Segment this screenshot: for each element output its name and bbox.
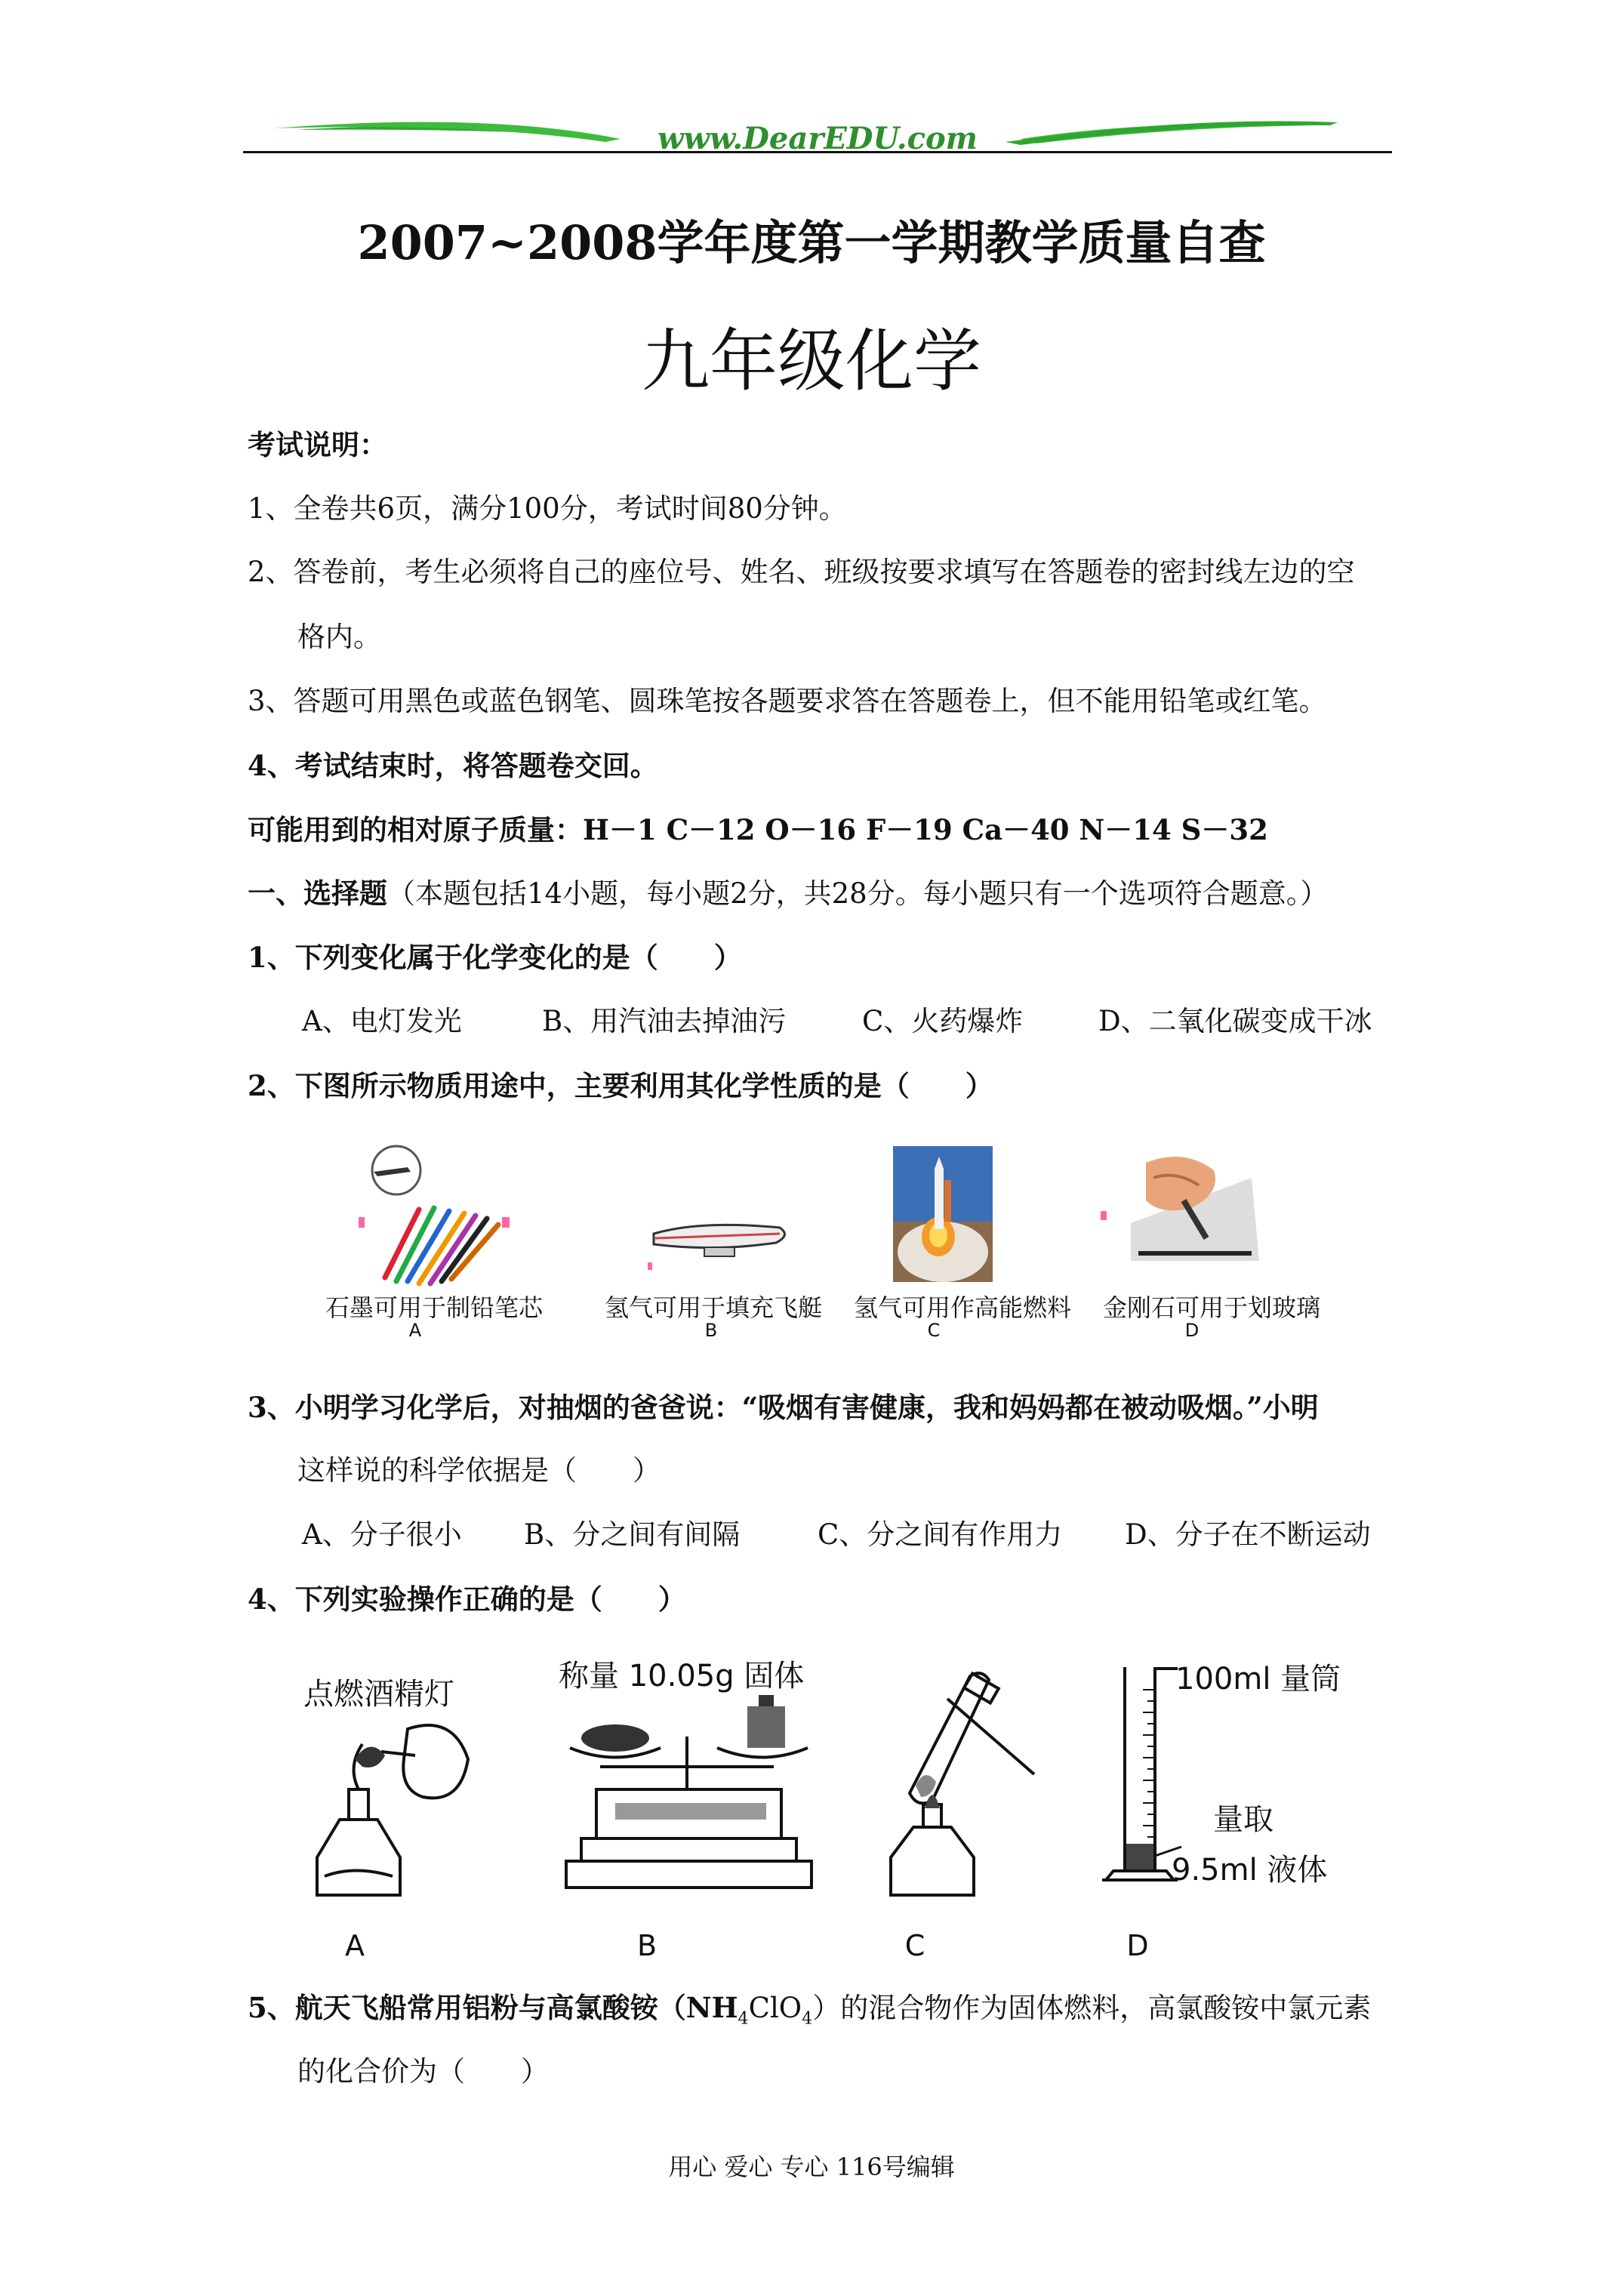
q4-label-a: 点燃酒精灯 bbox=[303, 1677, 454, 1712]
q5-sub-2: 4 bbox=[802, 2008, 813, 2029]
question-5-stem-cont: 的化合价为（ ） bbox=[297, 2055, 549, 2088]
pencils-figure bbox=[355, 1142, 521, 1289]
instruction-4: 4、考试结束时，将答题卷交回。 bbox=[248, 749, 658, 782]
q4-label-d-top: 100ml 量筒 bbox=[1175, 1662, 1341, 1697]
q2-letter-b: B bbox=[704, 1320, 718, 1341]
exam-title: 2007~2008学年度第一学期教学质量自查 bbox=[357, 215, 1266, 270]
q2-caption-a: 石墨可用于制铅笔芯 bbox=[325, 1293, 543, 1322]
q4-label-d-bottom: 9.5ml 液体 bbox=[1172, 1853, 1328, 1888]
glass-cutting-figure bbox=[1101, 1148, 1265, 1272]
section-1-heading bbox=[248, 874, 1328, 914]
atomic-masses: 可能用到的相对原子质量：H－1 C－12 O－16 F－19 Ca－40 N－14 S－32 bbox=[248, 813, 1268, 846]
instructions-heading: 考试说明： bbox=[248, 428, 387, 461]
question-3-stem: 3、小明学习化学后，对抽烟的爸爸说：“吸烟有害健康，我和妈妈都在被动吸烟。”小明 bbox=[248, 1391, 1319, 1424]
q4-label-d-mid: 量取 bbox=[1213, 1802, 1273, 1837]
q1-option-a: A、电灯发光 bbox=[302, 1005, 462, 1037]
site-logo-text: www.DearEDU.com bbox=[657, 121, 978, 156]
instruction-2: 2、答卷前，考生必须将自己的座位号、姓名、班级按要求填写在答题卷的密封线左边的空 bbox=[248, 556, 1355, 588]
q4-letter-a: A bbox=[345, 1929, 365, 1962]
q2-letter-a: A bbox=[408, 1320, 422, 1341]
page-footer: 用心 爱心 专心 116号编辑 bbox=[668, 2153, 955, 2181]
q1-option-c: C、火药爆炸 bbox=[862, 1005, 1024, 1037]
instruction-2-cont: 格内。 bbox=[297, 621, 381, 653]
question-5-stem bbox=[248, 1988, 1371, 2038]
rocket-launch-figure bbox=[893, 1146, 993, 1282]
q3-option-a: A、分子很小 bbox=[302, 1518, 462, 1551]
section-1-note: （本题包括14小题，每小题2分，共28分。每小题只有一个选项符合题意。） bbox=[387, 877, 1329, 910]
subject-title: 九年级化学 bbox=[642, 322, 981, 401]
header-rule bbox=[243, 151, 1392, 153]
q4-letter-b: B bbox=[636, 1929, 658, 1962]
balance-figure bbox=[555, 1691, 823, 1899]
q4-letter-c: C bbox=[904, 1929, 925, 1962]
instruction-1: 1、全卷共6页，满分100分，考试时间80分钟。 bbox=[248, 492, 847, 525]
q3-option-d: D、分子在不断运动 bbox=[1125, 1518, 1371, 1551]
q3-option-b: B、分之间有间隔 bbox=[524, 1518, 741, 1551]
q1-option-d: D、二氧化碳变成干冰 bbox=[1098, 1005, 1372, 1037]
section-1-label: 一、选择题 bbox=[248, 877, 387, 910]
q5-stem-post: ）的混合物作为固体燃料，高氯酸铵中氯元素 bbox=[812, 1992, 1372, 2024]
q2-letter-d: D bbox=[1184, 1320, 1200, 1341]
q2-caption-b: 氢气可用于填充飞艇 bbox=[604, 1293, 822, 1322]
airship-figure bbox=[648, 1217, 791, 1276]
q4-letter-d: D bbox=[1126, 1929, 1149, 1962]
q4-label-b: 称量 10.05g 固体 bbox=[559, 1659, 805, 1693]
question-3-stem-cont: 这样说的科学依据是（ ） bbox=[297, 1454, 661, 1487]
q5-stem-pre: 5、航天飞船常用铝粉与高氯酸铵（NH bbox=[248, 1991, 738, 2024]
alcohol-lamp-figure bbox=[310, 1714, 483, 1903]
question-4-stem: 4、下列实验操作正确的是（ ） bbox=[248, 1583, 686, 1616]
instruction-3: 3、答题可用黑色或蓝色钢笔、圆珠笔按各题要求答在答题卷上，但不能用铅笔或红笔。 bbox=[248, 685, 1327, 717]
q2-caption-c: 氢气可用作高能燃料 bbox=[853, 1293, 1071, 1322]
test-tube-heating-figure bbox=[879, 1653, 1053, 1903]
q3-option-c: C、分之间有作用力 bbox=[818, 1518, 1063, 1551]
q2-letter-c: C bbox=[927, 1320, 941, 1341]
q2-caption-d: 金刚石可用于划玻璃 bbox=[1102, 1293, 1320, 1322]
question-2-stem: 2、下图所示物质用途中，主要利用其化学性质的是（ ） bbox=[248, 1069, 993, 1102]
q1-option-b: B、用汽油去掉油污 bbox=[542, 1005, 787, 1037]
q5-stem-mid: ClO bbox=[748, 1992, 802, 2024]
question-1-stem: 1、下列变化属于化学变化的是（ ） bbox=[248, 941, 742, 974]
q5-sub-1: 4 bbox=[738, 2008, 749, 2029]
